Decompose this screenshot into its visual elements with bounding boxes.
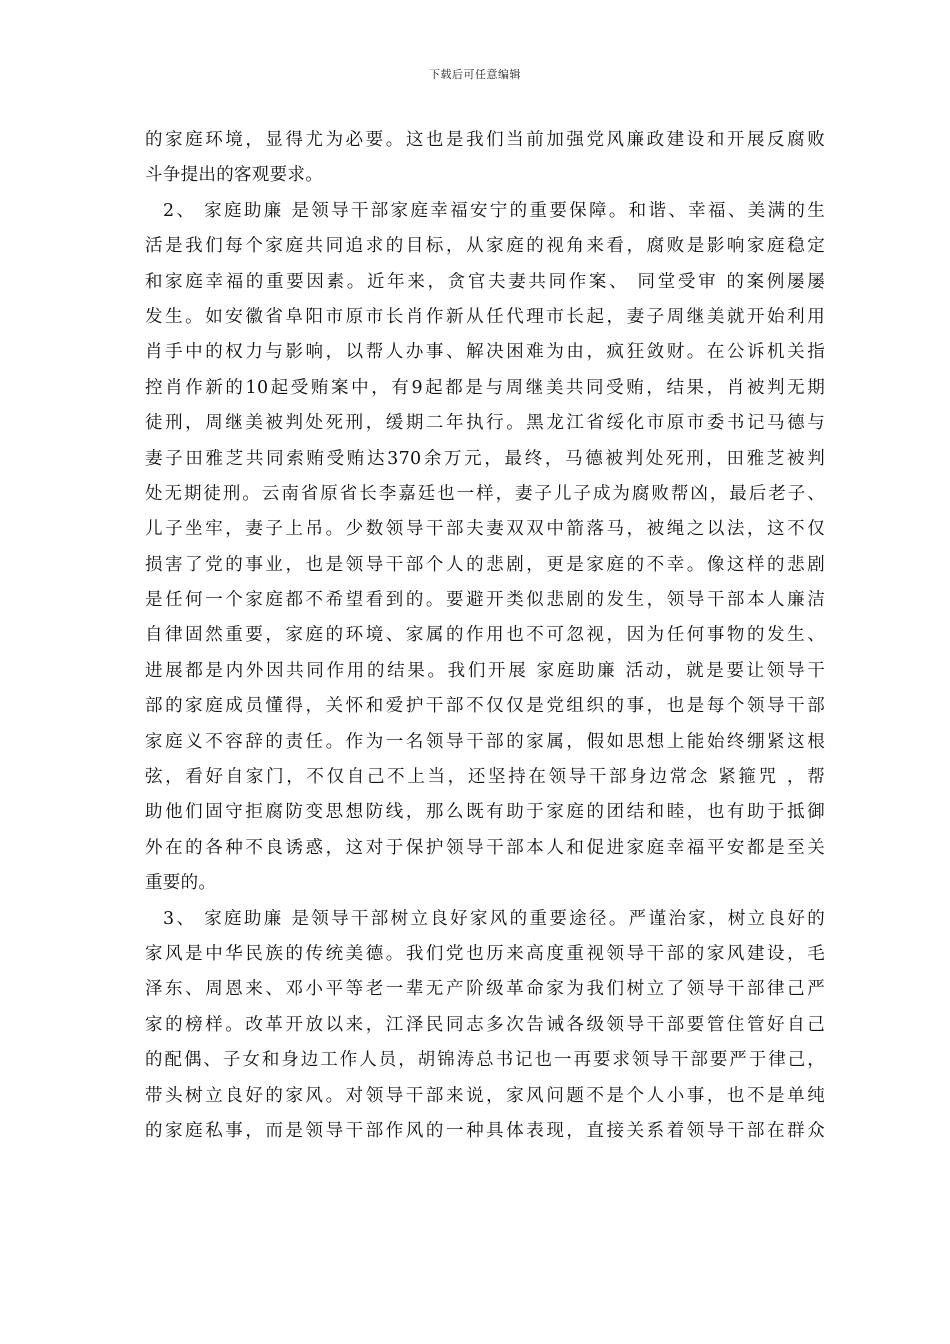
text-line: 弦，看好自家门，不仅自己不上当，还坚持在领导干部身边常念 紧箍咒 ，帮 bbox=[145, 767, 825, 788]
text-line: 发生。如安徽省阜阳市原市长肖作新从任代理市长起，妻子周继美就开始利用 bbox=[145, 306, 825, 327]
text-line: 的家庭私事，而是领导干部作风的一种具体表现，直接关系着领导干部在群众 bbox=[145, 1120, 825, 1141]
text-line: 损害了党的事业，也是领导干部个人的悲剧，更是家庭的不幸。像这样的悲剧 bbox=[145, 554, 825, 575]
text-line: 儿子坐牢，妻子上吊。少数领导干部夫妻双双中箭落马，被绳之以法，这不仅 bbox=[145, 519, 825, 540]
text-line: 妻子田雅芝共同索贿受贿达370余万元，最终，马德被判处死刑，田雅芝被判 bbox=[145, 448, 825, 469]
text-line: 带头树立良好的家风。对领导干部来说，家风问题不是个人小事，也不是单纯 bbox=[145, 1085, 825, 1106]
text-line: 家庭义不容辞的责任。作为一名领导干部的家属，假如思想上能始终绷紧这根 bbox=[145, 731, 825, 752]
text-line: 的家庭环境，显得尤为必要。这也是我们当前加强党风廉政建设和开展反腐败 bbox=[145, 130, 825, 150]
text-line: 处无期徒刑。云南省原省长李嘉廷也一样，妻子儿子成为腐败帮凶，最后老子、 bbox=[145, 483, 825, 504]
text-line: 和家庭幸福的重要因素。近年来，贪官夫妻共同作案、 同堂受审 的案例屡屡 bbox=[145, 271, 825, 292]
text-line: 的配偶、子女和身边工作人员，胡锦涛总书记也一再要求领导干部要严于律己， bbox=[145, 1050, 825, 1071]
text-line: 外在的各种不良诱惑，这对于保护领导干部本人和促进家庭幸福平安都是至关 bbox=[145, 837, 825, 858]
text-line: 重要的。 bbox=[145, 873, 217, 894]
text-line: 助他们固守拒腐防变思想防线，那么既有助于家庭的团结和睦，也有助于抵御 bbox=[145, 802, 825, 823]
text-line: 家风是中华民族的传统美德。我们党也历来高度重视领导干部的家风建设，毛 bbox=[145, 943, 825, 964]
document-body bbox=[145, 123, 825, 1149]
text-line: 是任何一个家庭都不希望看到的。要避开类似悲剧的发生，领导干部本人廉洁 bbox=[145, 590, 825, 611]
text-line: 进展都是内外因共同作用的结果。我们开展 家庭助廉 活动，就是要让领导干 bbox=[145, 660, 825, 681]
text-line: 2、 家庭助廉 是领导干部家庭幸福安宁的重要保障。和谐、幸福、美满的生 bbox=[163, 200, 825, 221]
text-line: 斗争提出的客观要求。 bbox=[145, 165, 323, 186]
text-line: 家的榜样。改革开放以来，江泽民同志多次告诫各级领导干部要管住管好自己 bbox=[145, 1014, 825, 1035]
text-line: 肖手中的权力与影响，以帮人办事、解决困难为由，疯狂敛财。在公诉机关指 bbox=[145, 342, 825, 363]
page-header: 下载后可任意编辑 bbox=[429, 68, 521, 81]
text-line: 徒刑，周继美被判处死刑，缓期二年执行。黑龙江省绥化市原市委书记马德与 bbox=[145, 413, 825, 434]
text-line: 部的家庭成员懂得，关怀和爱护干部不仅仅是党组织的事，也是每个领导干部 bbox=[145, 696, 825, 717]
text-line: 泽东、周恩来、邓小平等老一辈无产阶级革命家为我们树立了领导干部律己严 bbox=[145, 979, 825, 1000]
text-line: 活是我们每个家庭共同追求的目标，从家庭的视角来看，腐败是影响家庭稳定 bbox=[145, 236, 825, 257]
text-line: 自律固然重要，家庭的环境、家属的作用也不可忽视，因为任何事物的发生、 bbox=[145, 625, 825, 646]
text-line: 控肖作新的10起受贿案中，有9起都是与周继美共同受贿，结果，肖被判无期 bbox=[145, 377, 825, 398]
text-line: 3、 家庭助廉 是领导干部树立良好家风的重要途径。严谨治家，树立良好的 bbox=[163, 908, 825, 929]
